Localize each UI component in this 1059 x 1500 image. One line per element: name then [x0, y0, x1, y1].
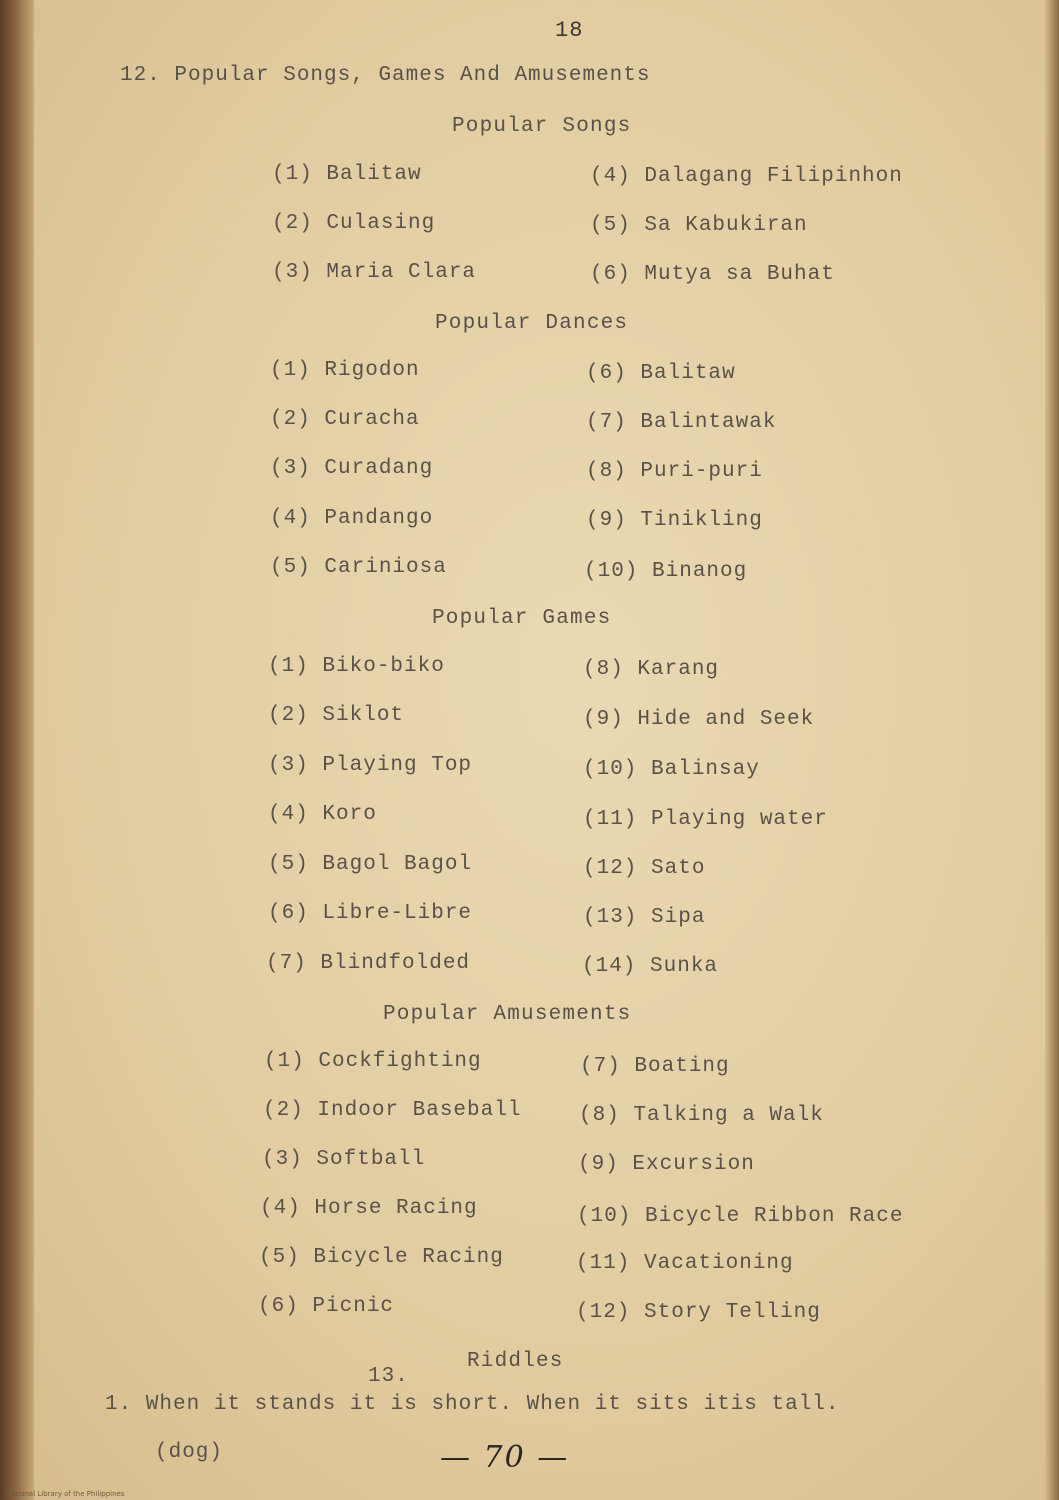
- amusement-item: (3) Softball: [262, 1148, 426, 1171]
- amusement-item: (8) Talking a Walk: [579, 1104, 824, 1127]
- scan-credit: National Library of the Philippines: [6, 1490, 125, 1498]
- amusement-item: (9) Excursion: [578, 1153, 755, 1176]
- game-item: (2) Siklot: [268, 704, 405, 727]
- game-item: (5) Bagol Bagol: [268, 853, 473, 876]
- amusement-item: (11) Vacationing: [576, 1252, 794, 1275]
- game-item: (14) Sunka: [582, 955, 719, 978]
- amusement-item: (2) Indoor Baseball: [263, 1099, 522, 1122]
- games-heading: Popular Games: [432, 607, 612, 630]
- game-item: (13) Sipa: [583, 906, 706, 929]
- game-item: (7) Blindfolded: [266, 952, 471, 975]
- game-item: (9) Hide and Seek: [583, 708, 815, 731]
- amusement-item: (4) Horse Racing: [260, 1197, 478, 1220]
- game-item: (12) Sato: [583, 857, 706, 880]
- game-item: (11) Playing water: [583, 808, 828, 831]
- amusement-item: (12) Story Telling: [576, 1301, 821, 1324]
- dances-heading: Popular Dances: [435, 312, 629, 335]
- song-item: (3) Maria Clara: [272, 261, 477, 284]
- song-item: (1) Balitaw: [272, 163, 422, 186]
- song-item: (4) Dalagang Filipinhon: [590, 165, 903, 188]
- game-item: (4) Koro: [268, 803, 377, 826]
- page-right-edge: [1045, 0, 1059, 1500]
- song-item: (5) Sa Kabukiran: [590, 214, 808, 237]
- amusement-item: (7) Boating: [580, 1055, 730, 1078]
- amusement-item: (6) Picnic: [258, 1295, 395, 1318]
- dance-item: (2) Curacha: [270, 408, 420, 431]
- dance-item: (9) Tinikling: [586, 509, 763, 532]
- section-title: 12. Popular Songs, Games And Amusements: [120, 64, 651, 87]
- dance-item: (1) Rigodon: [270, 359, 420, 382]
- riddles-section-number: 13.: [368, 1365, 409, 1388]
- amusement-item: (5) Bicycle Racing: [259, 1246, 504, 1269]
- page-binding-edge: [0, 0, 34, 1500]
- game-item: (1) Biko-biko: [268, 655, 445, 678]
- riddles-heading: Riddles: [467, 1350, 564, 1373]
- dance-item: (10) Binanog: [584, 560, 748, 583]
- game-item: (3) Playing Top: [268, 754, 473, 777]
- handwritten-page-number-value: 70: [483, 1440, 526, 1475]
- amusement-item: (10) Bicycle Ribbon Race: [577, 1205, 904, 1228]
- page-number: 18: [555, 18, 584, 43]
- dance-item: (7) Balintawak: [586, 411, 777, 434]
- amusement-item: (1) Cockfighting: [264, 1050, 482, 1073]
- riddle-text: 1. When it stands it is short. When it sits itis tall.: [105, 1393, 840, 1416]
- dance-item: (3) Curadang: [270, 457, 434, 480]
- dance-item: (8) Puri-puri: [586, 460, 763, 483]
- song-item: (2) Culasing: [272, 212, 436, 235]
- game-item: (10) Balinsay: [583, 758, 760, 781]
- song-item: (6) Mutya sa Buhat: [590, 263, 835, 286]
- dance-item: (5) Cariniosa: [270, 556, 447, 579]
- game-item: (6) Libre-Libre: [268, 902, 473, 925]
- riddle-answer: (dog): [155, 1441, 224, 1464]
- handwritten-page-number: — 70 —: [440, 1440, 570, 1475]
- dance-item: (6) Balitaw: [586, 362, 736, 385]
- amusements-heading: Popular Amusements: [383, 1003, 632, 1026]
- songs-heading: Popular Songs: [452, 115, 632, 138]
- dance-item: (4) Pandango: [270, 507, 434, 530]
- game-item: (8) Karang: [583, 658, 720, 681]
